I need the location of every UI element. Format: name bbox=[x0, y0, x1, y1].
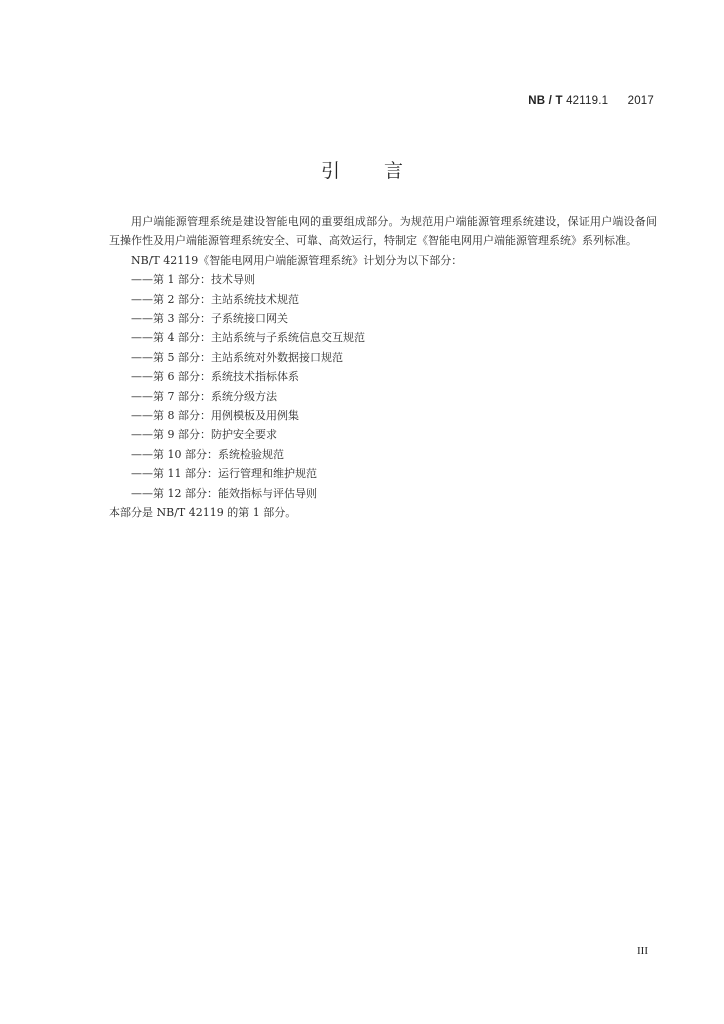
list-item: ——第 2 部分：主站系统技术规范 bbox=[131, 292, 299, 306]
document-year: 2017 bbox=[627, 95, 654, 107]
page-number: III bbox=[637, 945, 648, 957]
list-item: ——第 6 部分：系统技术指标体系 bbox=[131, 370, 299, 384]
page-header bbox=[528, 95, 654, 107]
list-item: ——第 3 部分：子系统接口网关 bbox=[131, 312, 288, 326]
parts-list bbox=[109, 270, 657, 503]
list-item: ——第 8 部分：用例模板及用例集 bbox=[131, 409, 299, 423]
list-item: ——第 1 部分：技术导则 bbox=[131, 273, 255, 287]
list-item: ——第 5 部分：主站系统对外数据接口规范 bbox=[131, 350, 343, 364]
list-item: ——第 11 部分：运行管理和维护规范 bbox=[131, 467, 317, 481]
list-item: ——第 7 部分：系统分级方法 bbox=[131, 389, 277, 403]
standard-code: NB / T bbox=[528, 95, 563, 107]
list-item: ——第 9 部分：防护安全要求 bbox=[131, 428, 277, 442]
list-item: ——第 12 部分：能效指标与评估导则 bbox=[131, 486, 317, 500]
page-title: 引言 bbox=[320, 160, 447, 182]
intro-paragraph: 用户端能源管理系统是建设智能电网的重要组成部分。为规范用户端能源管理系统建设，保证用户端设备间互操作性及用户端能源管理系统安全、可靠、高效运行，特制定《智能电网用户端能源管理系统》系列标准。 bbox=[109, 215, 657, 248]
document-body bbox=[109, 212, 657, 523]
closing-line: 本部分是 NB/T 42119 的第 1 部分。 bbox=[109, 506, 297, 520]
document-number: 42119.1 bbox=[566, 95, 609, 107]
list-item: ——第 10 部分：系统检验规范 bbox=[131, 447, 284, 461]
list-item: ——第 4 部分：主站系统与子系统信息交互规范 bbox=[131, 331, 365, 345]
plan-line: NB/T 42119《智能电网用户端能源管理系统》计划分为以下部分： bbox=[131, 253, 463, 267]
